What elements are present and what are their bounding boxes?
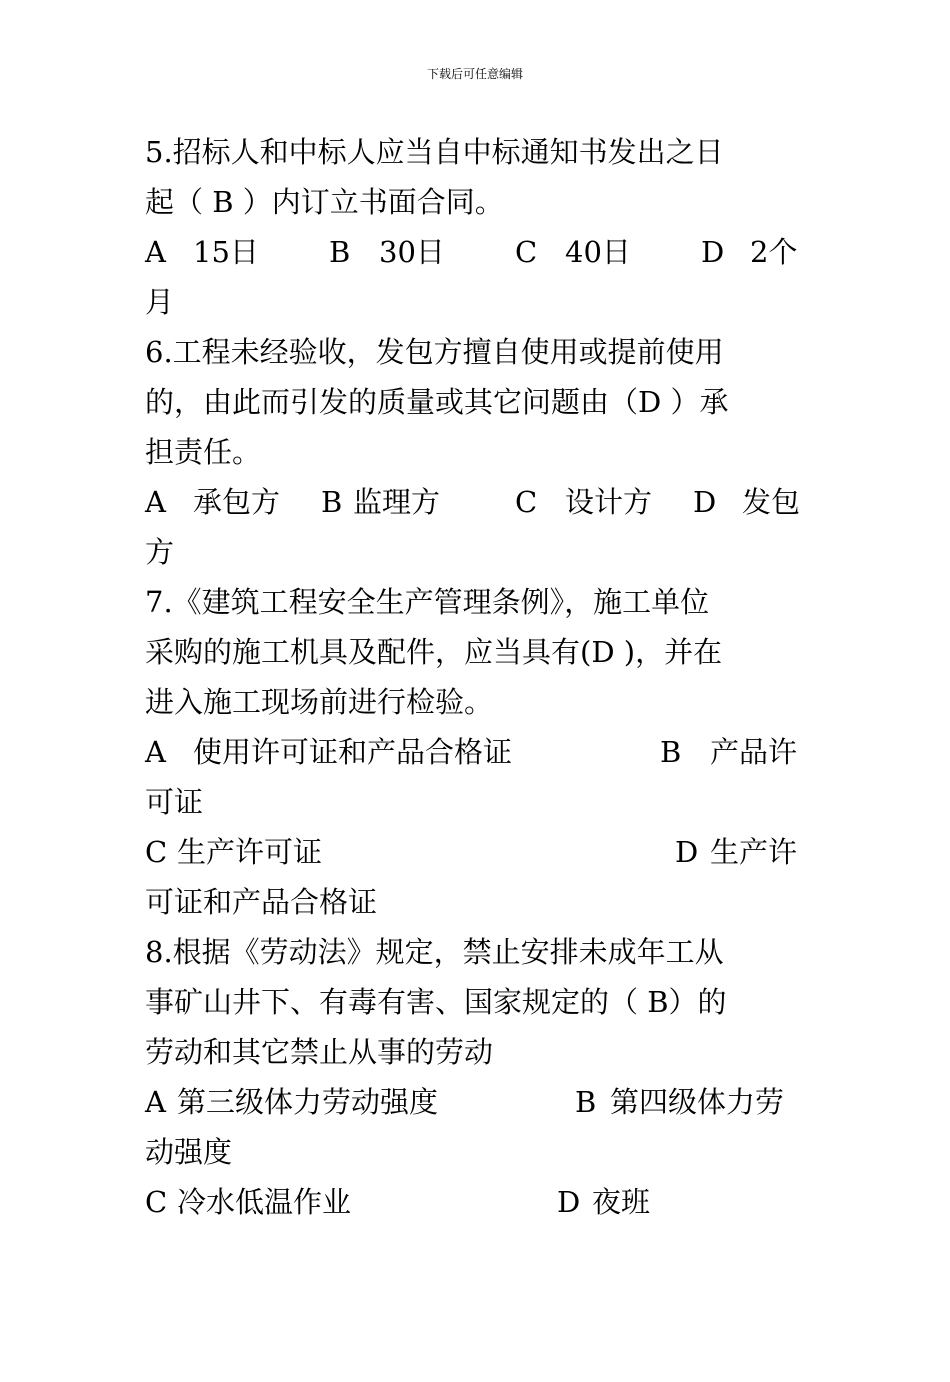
option-d-letter: D xyxy=(693,485,717,519)
question-7-continuation-1: 可证 xyxy=(145,785,204,819)
option-a-letter: A xyxy=(145,485,166,519)
option-c-letter: C xyxy=(515,485,538,519)
option-b-letter: B xyxy=(660,735,682,769)
option-a-text: 使用许可证和产品合格证 xyxy=(193,735,513,769)
option-b-letter: B xyxy=(575,1085,597,1119)
option-c-text: 生产许可证 xyxy=(177,835,323,869)
option-b-text: 第四级体力劳 xyxy=(610,1085,785,1119)
question-6-stem-line-1: 6.工程未经验收，发包方擅自使用或提前使用 xyxy=(145,335,724,369)
option-c-letter: C xyxy=(145,1185,168,1219)
option-a-text: 第三级体力劳动强度 xyxy=(177,1085,439,1119)
question-8-options-row-2 xyxy=(145,1182,810,1382)
question-7-stem-line-1: 7.《建筑工程安全生产管理条例》，施工单位 xyxy=(145,585,710,619)
option-a-text: 15日 xyxy=(193,235,259,269)
option-d-letter: D xyxy=(675,835,699,869)
question-6-stem-line-2: 的，由此而引发的质量或其它问题由（D ）承 xyxy=(145,385,729,419)
option-a-text: 承包方 xyxy=(193,485,281,519)
page-header-note: 下载后可任意编辑 xyxy=(426,67,523,81)
question-5-stem-line-1: 5.招标人和中标人应当自中标通知书发出之日 xyxy=(145,135,724,169)
option-d-letter: D xyxy=(557,1185,581,1219)
option-d-text: 发包 xyxy=(742,485,801,519)
question-8-stem-line-3: 劳动和其它禁止从事的劳动 xyxy=(145,1035,494,1069)
option-b-text: 监理方 xyxy=(353,485,441,519)
question-7-stem-line-3: 进入施工现场前进行检验。 xyxy=(145,685,494,719)
question-8-stem-line-1: 8.根据《劳动法》规定，禁止安排未成年工从 xyxy=(145,935,724,969)
option-b-letter: B xyxy=(329,235,351,269)
question-8-continuation: 动强度 xyxy=(145,1135,233,1169)
question-5-stem-line-2: 起（ B ）内订立书面合同。 xyxy=(145,185,504,219)
option-c-text: 冷水低温作业 xyxy=(177,1185,352,1219)
option-d-text: 生产许 xyxy=(710,835,798,869)
option-b-letter: B xyxy=(321,485,343,519)
option-c-text: 设计方 xyxy=(565,485,653,519)
option-c-letter: C xyxy=(145,835,168,869)
option-d-text: 夜班 xyxy=(592,1185,651,1219)
option-b-text: 产品许 xyxy=(710,735,798,769)
question-8-stem-line-2: 事矿山井下、有毒有害、国家规定的（ B）的 xyxy=(145,985,727,1019)
question-6-stem-line-3: 担责任。 xyxy=(145,435,262,469)
question-7-stem-line-2: 采购的施工机具及配件，应当具有(D )，并在 xyxy=(145,635,723,669)
option-c-letter: C xyxy=(515,235,538,269)
option-d-text: 2个 xyxy=(750,235,798,269)
question-7-continuation-2: 可证和产品合格证 xyxy=(145,885,378,919)
option-d-letter: D xyxy=(701,235,725,269)
question-5-continuation: 月 xyxy=(145,285,175,319)
option-a-letter: A xyxy=(145,735,166,769)
option-c-text: 40日 xyxy=(565,235,631,269)
option-a-letter: A xyxy=(145,235,166,269)
option-a-letter: A xyxy=(145,1085,166,1119)
option-b-text: 30日 xyxy=(379,235,445,269)
question-6-continuation: 方 xyxy=(145,535,175,569)
